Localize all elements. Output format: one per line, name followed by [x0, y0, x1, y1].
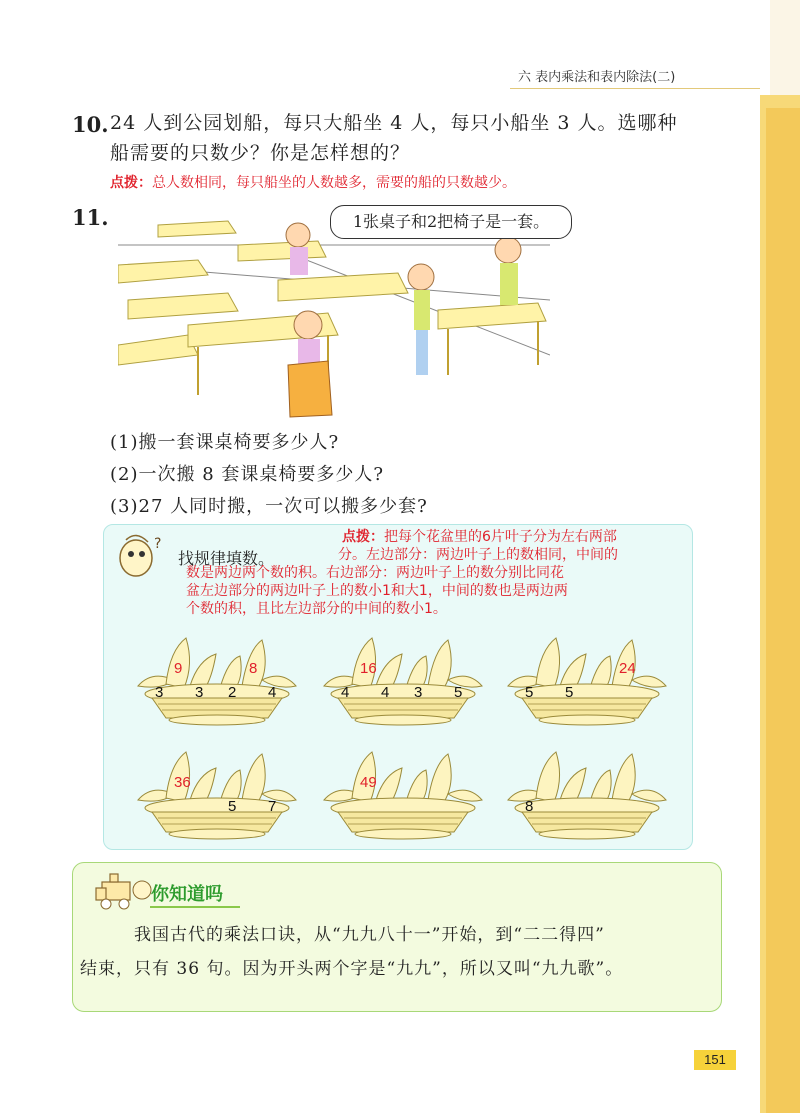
leaf-number-e: 8: [249, 660, 258, 677]
pot-drawing: [132, 742, 302, 842]
question-11-number: 11.: [72, 205, 109, 230]
question-10-number: 10.: [72, 112, 109, 137]
hint-label: 点拨：: [110, 175, 152, 191]
pattern-hint-label: 点拨：: [342, 529, 384, 545]
question-10-hint: [110, 172, 516, 194]
hint-text: 总人数相同，每只船坐的人数越多，需要的船的只数越少。: [152, 175, 516, 191]
sub-question-2: (2)一次搬 8 套课桌椅要多少人?: [110, 464, 385, 485]
svg-text:?: ?: [154, 536, 162, 552]
leaf-number-d: 2: [228, 684, 237, 701]
did-you-know-line2: 结束，只有 36 句。因为开头两个字是“九九”，所以又叫“九九歌”。: [80, 959, 624, 979]
leaf-number-a: 4: [341, 684, 350, 701]
sub-question-3: (3)27 人同时搬，一次可以搬多少套?: [110, 496, 428, 517]
pattern-hint-line2: 分。左边部分：两边叶子上的数相同，中间的: [338, 547, 618, 563]
pot-drawing: [132, 628, 302, 728]
sub-question-1: (1)搬一套课桌椅要多少人?: [110, 432, 340, 453]
leaf-number-b: 49: [360, 774, 377, 791]
pattern-hint-line3: 数是两边两个数的积。右边部分：两边叶子上的数分别比同花: [186, 565, 564, 581]
chapter-header: 六 表内乘法和表内除法(二): [518, 70, 676, 85]
leaf-number-c: 5: [565, 684, 574, 701]
mascot-icon: [112, 532, 168, 580]
pot-drawing: [502, 742, 672, 842]
leaf-number-f: 4: [268, 684, 277, 701]
page-edge-inner: [766, 108, 800, 1113]
page-number: 151: [694, 1050, 736, 1070]
flower-pot: [318, 742, 488, 842]
leaf-number-f: 5: [454, 684, 463, 701]
leaf-number-a: 3: [155, 684, 164, 701]
flower-pot: [502, 628, 672, 728]
leaf-number-b: 16: [360, 660, 377, 677]
pattern-hint-text1: 把每个花盆里的6片叶子分为左右两部: [384, 529, 617, 545]
leaf-number-a: 5: [525, 684, 534, 701]
flower-pot: [132, 628, 302, 728]
flower-pot: [318, 628, 488, 728]
leaf-number-d: 3: [414, 684, 423, 701]
pattern-hint: [186, 528, 686, 618]
leaf-number-d: 5: [228, 798, 237, 815]
header-rule: [510, 88, 760, 89]
flower-pot: [502, 742, 672, 842]
speech-bubble: 1张桌子和2把椅子是一套。: [330, 205, 572, 239]
leaf-number-a: 8: [525, 798, 534, 815]
leaf-number-c: 3: [195, 684, 204, 701]
pot-drawing: [318, 628, 488, 728]
train-icon: [92, 870, 154, 912]
pot-drawing: [502, 628, 672, 728]
pattern-hint-line1: [186, 528, 686, 546]
pot-drawing: [318, 742, 488, 842]
leaf-number-f: 7: [268, 798, 277, 815]
leaf-number-c: 4: [381, 684, 390, 701]
leaf-number-b: 36: [174, 774, 191, 791]
pattern-hint-line4: 盆左边部分的两边叶子上的数小1和大1，中间的数也是两边两: [186, 583, 568, 599]
pattern-title: 找规律填数。: [178, 549, 275, 568]
question-10-line2: 船需要的只数少？你是怎样想的？: [110, 142, 411, 164]
leaf-number-b: 9: [174, 660, 183, 677]
pattern-hint-line5: 个数的积，且比左边部分的中间的数小1。: [186, 601, 447, 617]
flower-pot: [132, 742, 302, 842]
question-10-line1: 24 人到公园划船，每只大船坐 4 人，每只小船坐 3 人。选哪种: [110, 112, 678, 134]
did-you-know-underline: [150, 906, 240, 908]
leaf-number-e: 24: [619, 660, 636, 677]
did-you-know-title: 你知道吗: [151, 884, 223, 905]
did-you-know-line1: 我国古代的乘法口诀，从“九九八十一”开始，到“二二得四”: [134, 925, 605, 945]
